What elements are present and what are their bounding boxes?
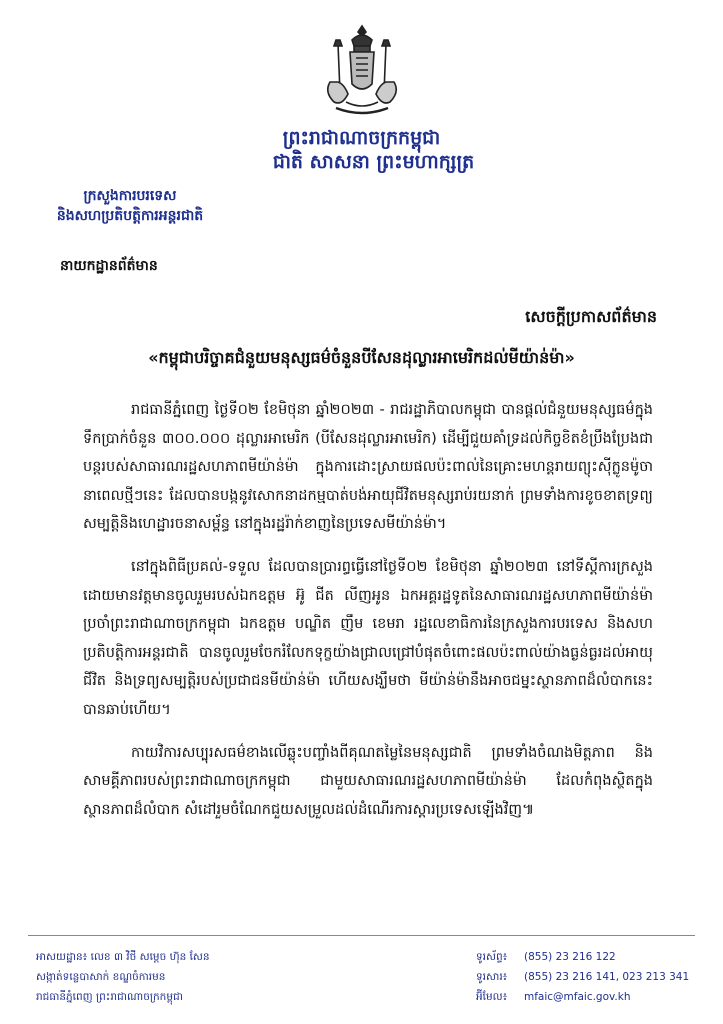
body-paragraph: រាជធានីភ្នំពេញ ថ្ងៃទី០២ ខែមិថុនា ឆ្នាំ២០២៣ - រាជរដ្ឋាភិបាលកម្ពុជា បានផ្តល់ជំនួយមនុស្សធម៌ក្នុងទឹកប្រាក់ចំនួន ៣០០.០០០ ដុល្លារអាមេរិក (បីសែនដុល្លារអាមេរិក) ដើម្បីជួយគាំទ្រដល់កិច្ចខិតខំប្រឹងប្រែងជាបន្តរបស់សាធារណរដ្ឋសហភាពមីយ៉ាន់ម៉ា ក្នុងការដោះស្រាយផលប៉ះពាល់នៃគ្រោះមហន្តរាយព្យុះស៊ីក្លូនម៉ូចា នាពេលថ្មីៗនេះ ដែលបានបង្កនូវសោកនាដកម្មបាត់បង់អាយុជីវិតមនុស្សរាប់រយនាក់ ព្រមទាំងការខូចខាតទ្រព្យសម្បត្តិនិងហេដ្ឋារចនាសម្ព័ន្ធ នៅក្នុងរដ្ឋរ៉ាក់ខាញនៃប្រទេសមីយ៉ាន់ម៉ា។ [83, 402, 653, 533]
ministry-name-line2: និងសហប្រតិបត្តិការអន្តរជាតិ [56, 208, 204, 224]
document-type: សេចក្ដីប្រកាសព័ត៌មាន [525, 307, 657, 326]
footer-address [36, 947, 210, 1007]
footer-divider [28, 935, 695, 936]
phone-value: (855) 23 216 122 [524, 951, 616, 963]
ministry-name-line1: ក្រសួងការបរទេស [83, 188, 177, 204]
fax-label: ទូរសារ៖ [476, 971, 508, 983]
footer-contacts [476, 947, 689, 1007]
royal-coat-of-arms-icon [316, 22, 408, 122]
address-line: សង្កាត់ទន្លេបាសាក់ ខណ្ឌចំការមន [36, 971, 166, 983]
body-paragraph: កាយវិការសប្បុរសធម៌ខាងលើឆ្លុះបញ្ចាំងពីគុណតម្លៃនៃមនុស្សជាតិ ព្រមទាំងចំណងមិត្តភាព និងសាមគ្គីភាពរបស់ព្រះរាជាណាចក្រកម្ពុជា ជាមួយសាធារណរដ្ឋសហភាពមីយ៉ាន់ម៉ា ដែលកំពុងស្ថិតក្នុងស្ថានភាពដ៏លំបាក សំដៅរួមចំណែកជួយសម្រួលដល់ដំណើរការស្តារប្រទេសឡើងវិញ៕ [83, 744, 653, 818]
press-release-body [83, 396, 653, 838]
ministry-name [30, 186, 230, 226]
address-line: រាជធានីភ្នំពេញ ព្រះរាជាណាចក្រកម្ពុជា [36, 991, 183, 1003]
press-release-headline: «កម្ពុជាបរិច្ចាគជំនួយមនុស្សធម៌ចំនួនបីសែនដុល្លារអាមេរិកដល់មីយ៉ាន់ម៉ា» [148, 348, 575, 367]
email-label: អ៊ីមែល៖ [476, 991, 508, 1003]
fax-row [476, 967, 689, 987]
email-row [476, 987, 689, 1007]
kingdom-header [0, 126, 723, 174]
body-paragraph: នៅក្នុងពិធីប្រគល់-ទទួល ដែលបានប្រារព្ធធ្វើនៅថ្ងៃទី០២ ខែមិថុនា ឆ្នាំ២០២៣ នៅទីស្តីការក្រសួង ដោយមានវត្តមានចូលរួមរបស់ឯកឧត្តម អ៊ូ ជីត លីញអូន ឯកអគ្គរដ្ឋទូតនៃសាធារណរដ្ឋសហភាពមីយ៉ាន់ម៉ា ប្រចាំព្រះរាជាណាចក្រកម្ពុជា ឯកឧត្តម បណ្ឌិត ញឹម ខេមរា រដ្ឋលេខាធិការនៃក្រសួងការបរទេស និងសហប្រតិបត្តិការអន្តរជាតិ បានចូលរួមចែករំលែកទុក្ខយ៉ាងជ្រាលជ្រៅបំផុតចំពោះផលប៉ះពាល់យ៉ាងធ្ងន់ធ្ងរដល់អាយុជីវិត និងទ្រព្យសម្បត្តិរបស់ប្រជាជនមីយ៉ាន់ម៉ា ហើយសង្ឃឹមថា មីយ៉ាន់ម៉ានឹងអាចជម្នះស្ថានភាពដ៏លំបាកនេះ បានឆាប់ហើយ។ [83, 558, 653, 718]
national-motto: ជាតិ សាសនា ព្រះមហាក្សត្រ [272, 151, 475, 173]
fax-value: (855) 23 216 141, 023 213 341 [524, 971, 690, 983]
email-value[interactable]: mfaic@mfaic.gov.kh [524, 991, 631, 1003]
phone-row [476, 947, 689, 967]
phone-label: ទូរស័ព្ទ៖ [476, 951, 508, 963]
address-line: អាសយដ្ឋាន៖ លេខ ៣ វិថី សម្ដេច ហ៊ុន សែន [36, 951, 210, 963]
kingdom-name: ព្រះរាជាណាចក្រកម្ពុជា [282, 127, 441, 149]
department-name: នាយកដ្ឋានព័ត៌មាន [60, 258, 158, 274]
